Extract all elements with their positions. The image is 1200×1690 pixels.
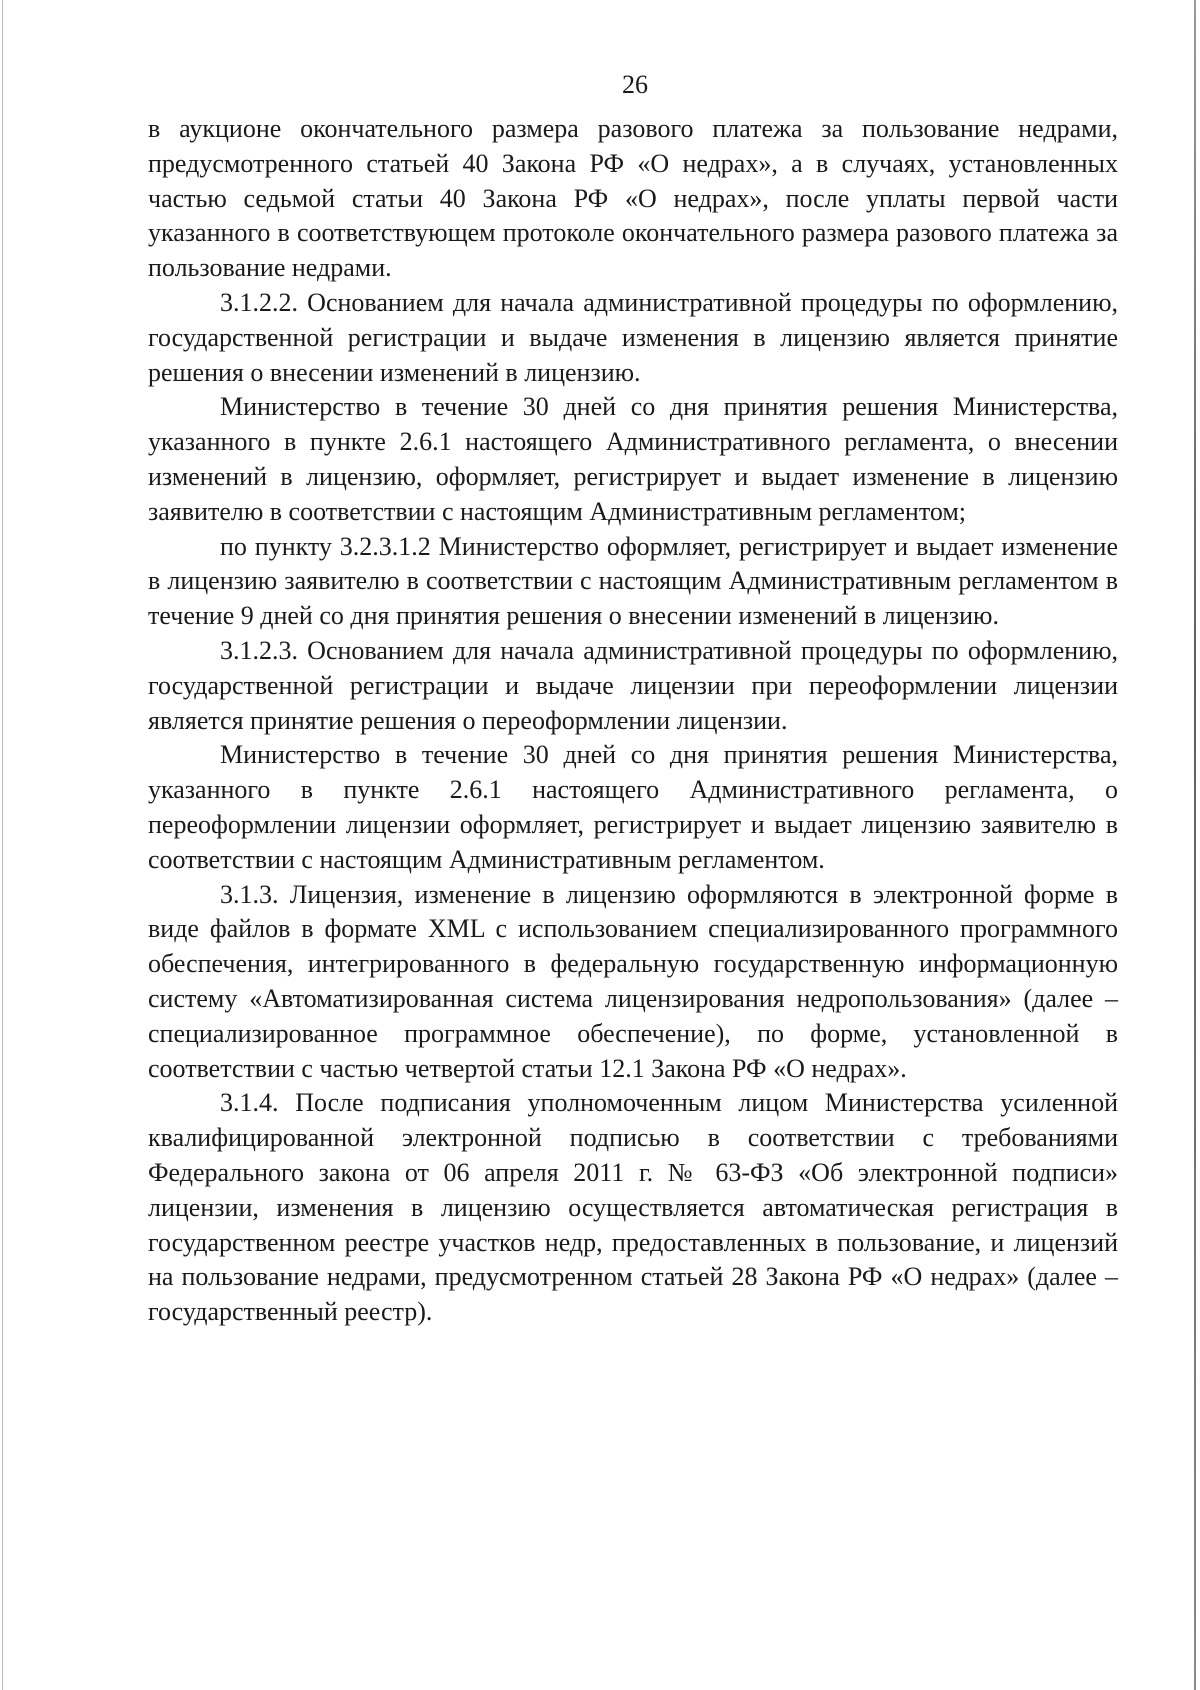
paragraph-point-3-2-3-1-2: по пункту 3.2.3.1.2 Министерство оформляет, регистрирует и выдает изменение в лицензию заявителю в соответствии с настоящим Административным регламентом в течение 9 дней со дня принятия решения о внесении изменений в лицензию. (148, 531, 1118, 631)
paragraph-3-1-2-2: 3.1.2.2. Основанием для начала административной процедуры по оформлению, государственной регистрации и выдаче изменения в лицензию является принятие решения о внесении изменений в лицензию. (148, 287, 1118, 387)
paragraph-3-1-4: 3.1.4. После подписания уполномоченным лицом Министерства усиленной квалифицированной электронной подписью в соответствии с требованиями Федерального закона от 06 апреля 2011 г. № 63-ФЗ «Об электронной подписи» лицензии, изменения в лицензию осуществляется автоматическая регистрация в государственном реестре участков недр, предоставленных в пользование, и лицензий на пользование недрами, предусмотренном статьей 28 Закона РФ «О недрах» (далее – государственный реестр). (148, 1088, 1118, 1327)
paragraph-3-1-2-3: 3.1.2.3. Основанием для начала административной процедуры по оформлению, государственной регистрации и выдаче лицензии при переоформлении лицензии является принятие решения о переоформлении лицензии. (148, 635, 1118, 735)
paragraph-ministry-30-days-changes: Министерство в течение 30 дней со дня принятия решения Министерства, указанного в пункте 2.6.1 настоящего Административного регламента, о внесении изменений в лицензию, оформляет, регистрирует и выдает изменение в лицензию заявителю в соответствии с настоящим Административным регламентом; (148, 392, 1118, 526)
document-body (148, 112, 1118, 1330)
paragraph-ministry-30-days-reissue: Министерство в течение 30 дней со дня принятия решения Министерства, указанного в пункте 2.6.1 настоящего Административного регламента, о переоформлении лицензии оформляет, регистрирует и выдает лицензию заявителю в соответствии с настоящим Административным регламентом. (148, 740, 1118, 874)
paragraph-3-1-3: 3.1.3. Лицензия, изменение в лицензию оформляются в электронной форме в виде файлов в формате XML с использованием специализированного программного обеспечения, интегрированного в федеральную государственную информационную систему «Автоматизированная система лицензирования недропользования» (далее – специализированное программное обеспечение), по форме, установленной в соответствии с частью четвертой статьи 12.1 Закона РФ «О недрах». (148, 879, 1118, 1083)
scan-edge-left (2, 0, 3, 1690)
page-number: 26 (622, 70, 648, 99)
scan-edge-right (1194, 0, 1196, 1690)
paragraph-continuation: в аукционе окончательного размера разового платежа за пользование недрами, предусмотренного статьей 40 Закона РФ «О недрах», а в случаях, установленных частью седьмой статьи 40 Закона РФ «О недрах», после уплаты первой части указанного в соответствующем протоколе окончательного размера разового платежа за пользование недрами. (148, 114, 1118, 283)
